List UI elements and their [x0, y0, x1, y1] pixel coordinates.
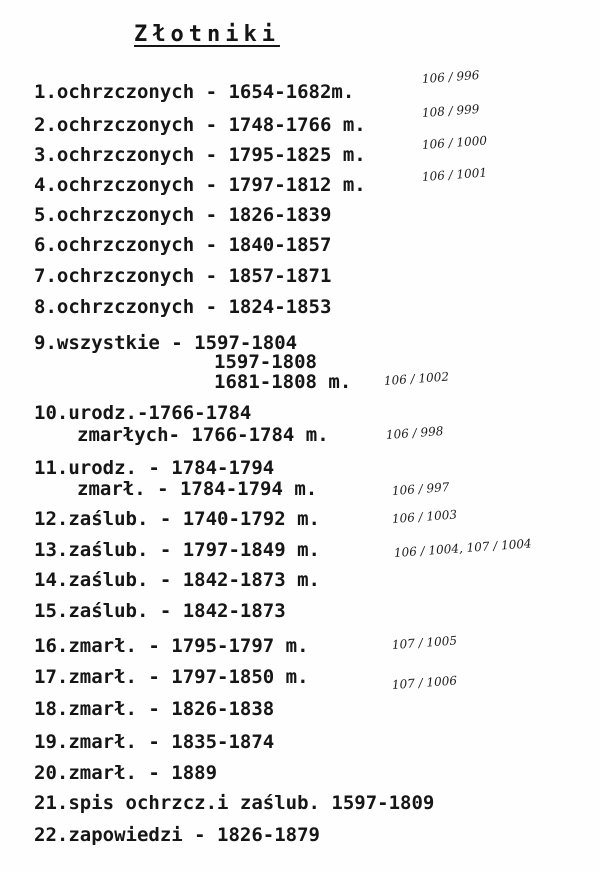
entry-13: 13.zaślub. - 1797-1849 m. [34, 539, 320, 561]
note-16: 107 / 1005 [391, 633, 458, 652]
entry-6: 6.ochrzczonych - 1840-1857 [34, 234, 332, 256]
entry-3: 3.ochrzczonych - 1795-1825 m. [34, 144, 366, 166]
note-4: 106 / 1001 [421, 165, 488, 184]
entry-1: 1.ochrzczonych - 1654-1682m. [34, 81, 355, 103]
entry-15: 15.zaślub. - 1842-1873 [34, 600, 286, 622]
entry-20: 20.zmarł. - 1889 [34, 762, 218, 784]
entry-19: 19.zmarł. - 1835-1874 [34, 731, 275, 753]
entry-5: 5.ochrzczonych - 1826-1839 [34, 204, 332, 226]
entry-9: 9.wszystkie - 1597-1804 [34, 332, 298, 354]
note-3: 106 / 1000 [421, 133, 488, 152]
note-2: 108 / 999 [421, 102, 480, 120]
note-13: 106 / 1004, 107 / 1004 [393, 536, 533, 560]
entry-16: 16.zmarł. - 1795-1797 m. [34, 635, 309, 657]
note-10: 106 / 998 [385, 424, 444, 442]
note-1: 106 / 996 [421, 68, 480, 86]
page-title: Złotniki [134, 22, 280, 47]
entry-14: 14.zaślub. - 1842-1873 m. [34, 569, 320, 591]
entry-17: 17.zmarł. - 1797-1850 m. [34, 666, 309, 688]
note-17: 107 / 1006 [391, 673, 458, 692]
note-9: 106 / 1002 [383, 369, 450, 388]
entry-11: 11.urodz. - 1784-1794 [34, 457, 275, 479]
note-12: 106 / 1003 [391, 507, 458, 526]
entry-12: 12.zaślub. - 1740-1792 m. [34, 508, 320, 530]
entry-9-line-2: 1597-1808 [214, 351, 317, 373]
entry-7: 7.ochrzczonych - 1857-1871 [34, 265, 332, 287]
entry-21: 21.spis ochrzcz.i zaślub. 1597-1809 [34, 792, 435, 814]
entry-2: 2.ochrzczonych - 1748-1766 m. [34, 114, 366, 136]
entry-18: 18.zmarł. - 1826-1838 [34, 698, 275, 720]
entry-22: 22.zapowiedzi - 1826-1879 [34, 824, 320, 846]
entry-11-line-2: zmarł. - 1784-1794 m. [77, 478, 318, 500]
entry-8: 8.ochrzczonych - 1824-1853 [34, 296, 332, 318]
entry-10-line-2: zmarłych- 1766-1784 m. [77, 424, 329, 446]
entry-4: 4.ochrzczonych - 1797-1812 m. [34, 174, 366, 196]
entry-10: 10.urodz.-1766-1784 [34, 402, 252, 424]
entry-9-line-3: 1681-1808 m. [214, 371, 352, 393]
note-11: 106 / 997 [391, 480, 450, 498]
